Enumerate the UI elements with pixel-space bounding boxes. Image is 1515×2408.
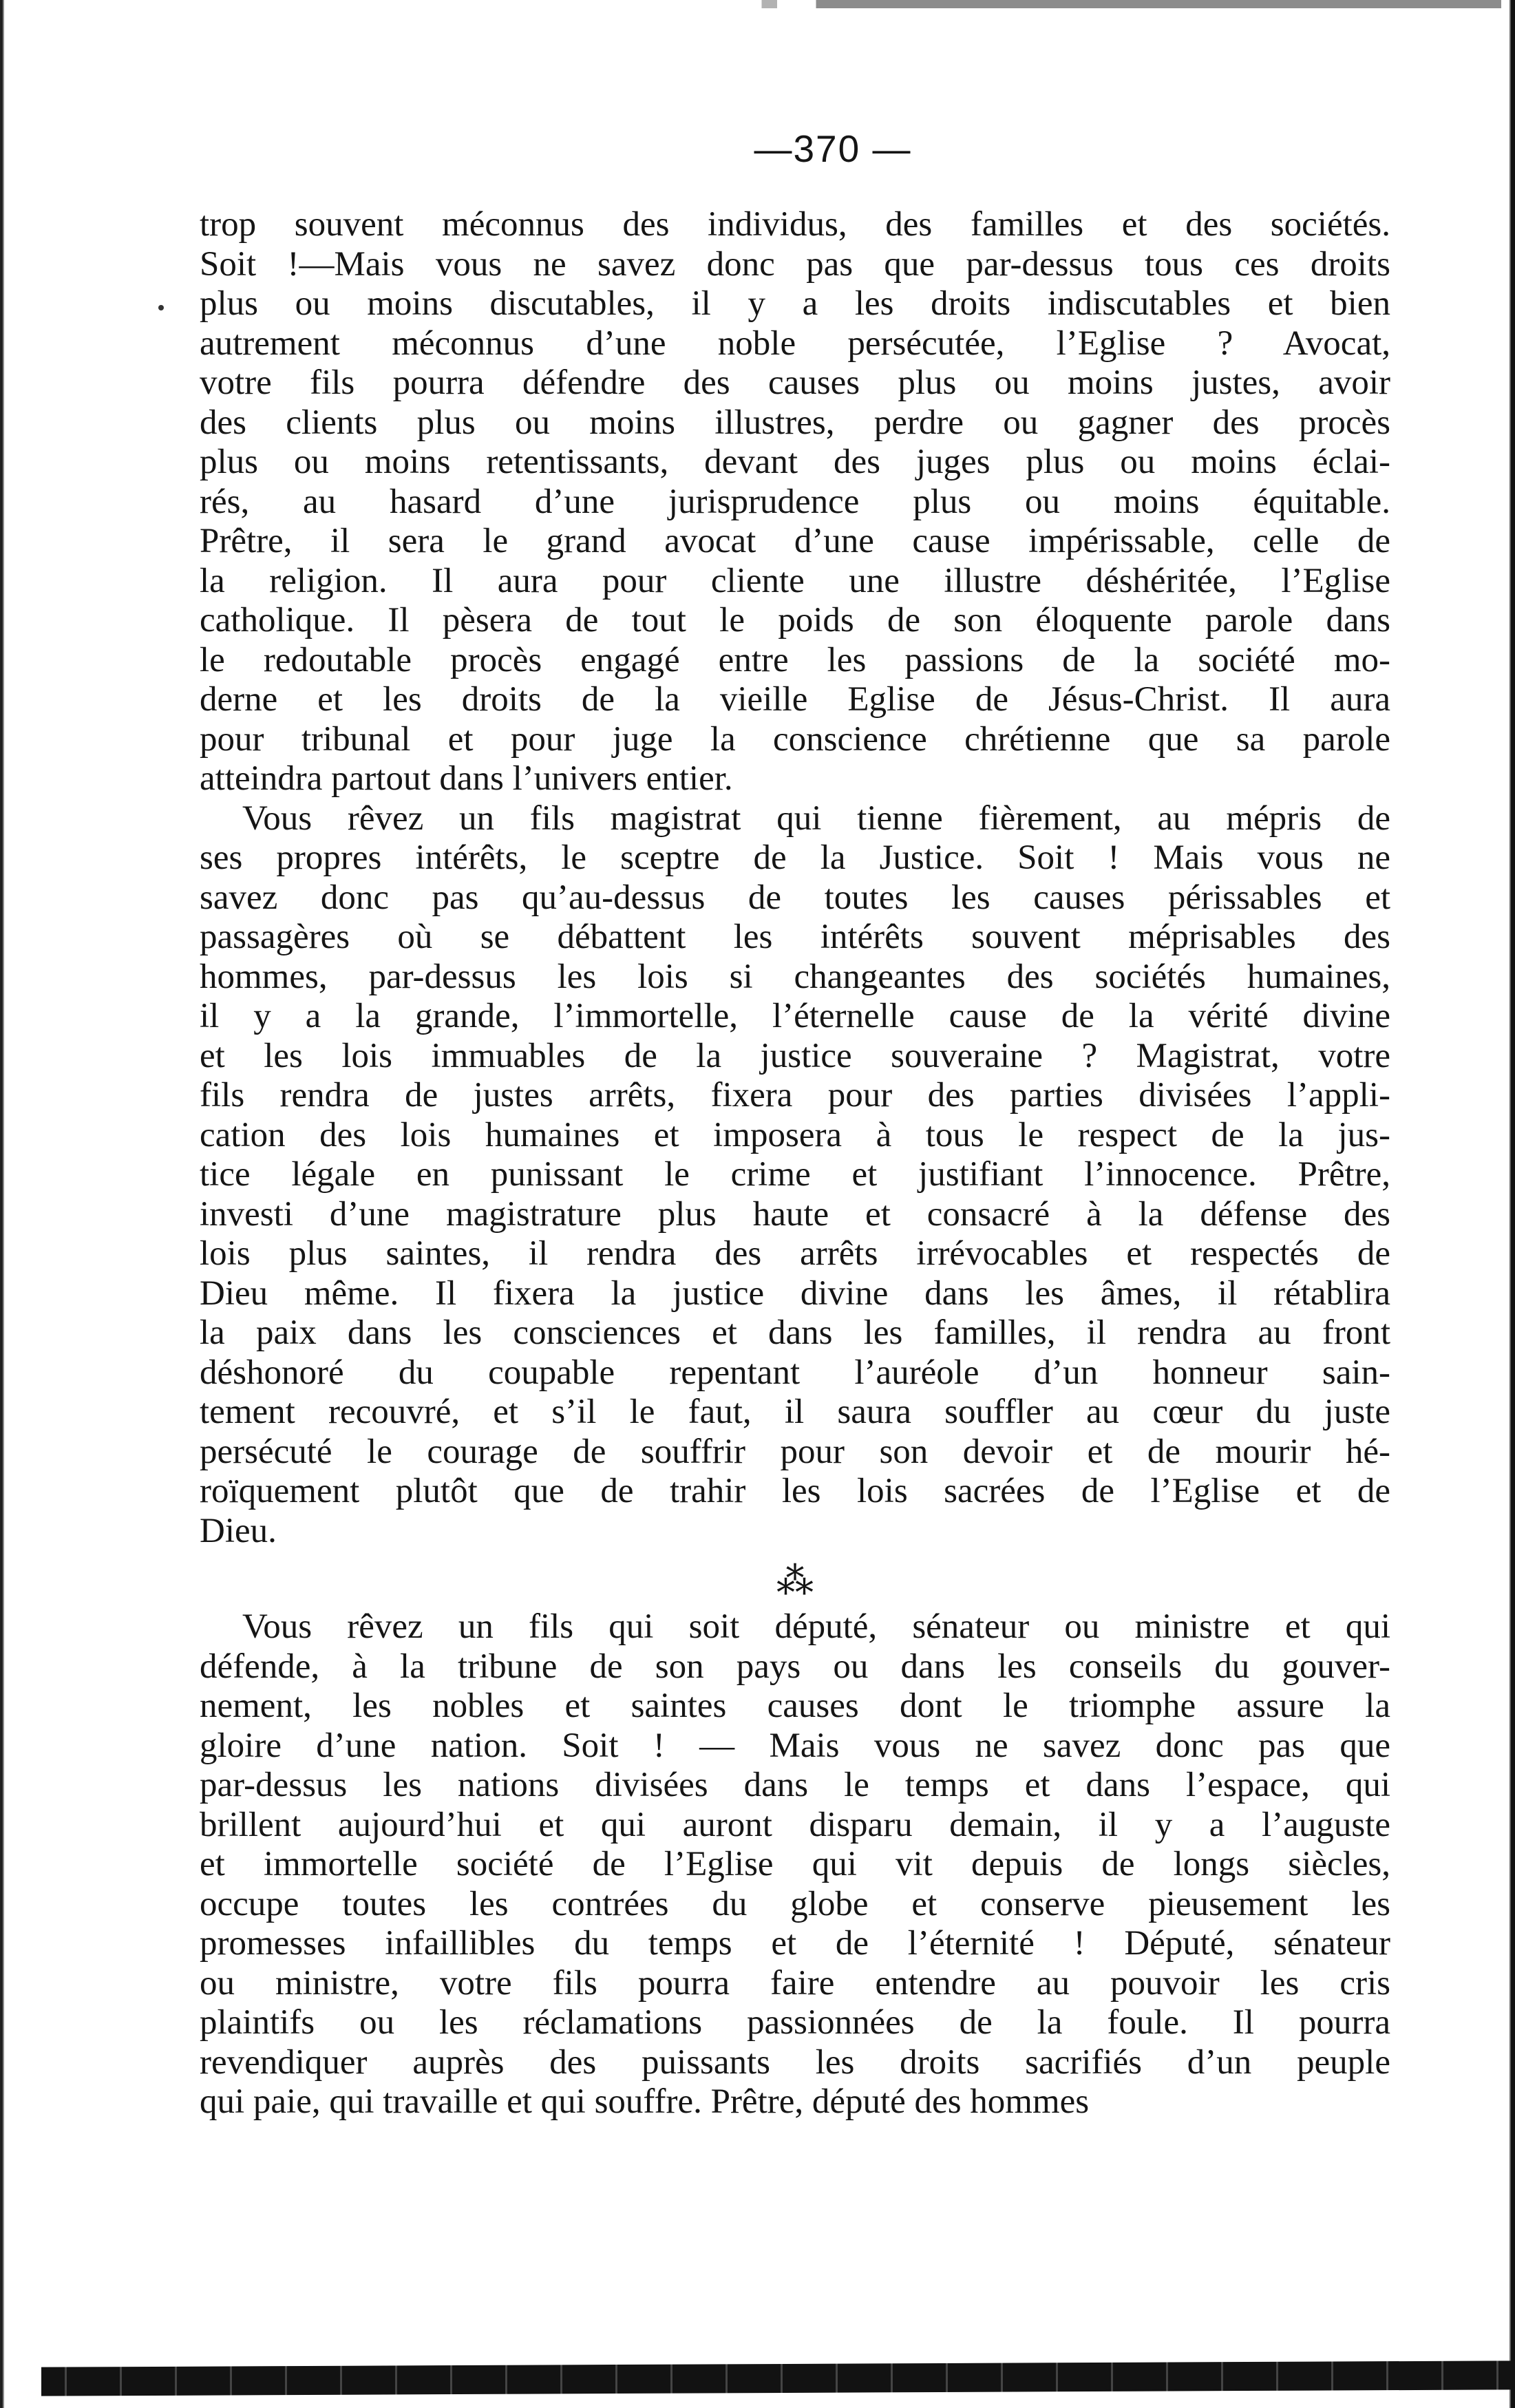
text-line: il y a la grande, l’immortelle, l’éternelle cause de la vérité divine [200, 997, 1390, 1035]
document-page [200, 124, 1390, 2122]
text-line: Dieu. [200, 1511, 277, 1550]
scan-left-edge [0, 0, 7, 2408]
text-line: revendiquer auprès des puissants les droits sacrifiés d’un peuple [200, 2042, 1390, 2082]
text-line: plaintifs ou les réclamations passionnées de la foule. Il pourra [200, 2003, 1390, 2042]
text-line: par-dessus les nations divisées dans le temps et dans l’espace, qui [200, 1766, 1390, 1804]
text-line: occupe toutes les contrées du globe et conserve pieusement les [200, 1884, 1390, 1923]
paragraph-three [200, 1607, 1390, 2122]
text-line: ses propres intérêts, le sceptre de la Justice. Soit ! Mais vous ne [200, 838, 1390, 877]
text-line: promesses infaillibles du temps et de l’éternité ! Député, sénateur [200, 1924, 1390, 1963]
scan-bottom-edge [41, 2361, 1515, 2396]
section-separator: ⁂ [776, 1561, 814, 1602]
text-line: tement recouvré, et s’il le faut, il saura souffler au cœur du juste [200, 1393, 1390, 1431]
text-line: cation des lois humaines et imposera à tous le respect de la jus- [200, 1115, 1390, 1154]
text-line: lois plus saintes, il rendra des arrêts irrévocables et respectés de [200, 1234, 1390, 1273]
text-line: ou ministre, votre fils pourra faire entendre au pouvoir les cris [200, 1963, 1390, 2003]
text-line: défende, à la tribune de son pays ou dans les conseils du gouver- [200, 1647, 1390, 1686]
text-line: brillent aujourd’hui et qui auront disparu demain, il y a l’auguste [200, 1805, 1390, 1844]
text-line: et immortelle société de l’Eglise qui vit depuis de longs siècles, [200, 1845, 1390, 1883]
text-line: Dieu même. Il fixera la justice divine dans les âmes, il rétablira [200, 1274, 1390, 1313]
text-line: nement, les nobles et saintes causes dont le triomphe assure la [200, 1687, 1390, 1725]
text-line: Vous rêvez un fils qui soit député, sénateur ou ministre et qui [242, 1607, 1390, 1646]
paragraph-one [200, 205, 1390, 799]
text-line: rés, au hasard d’une jurisprudence plus ou moins équitable. [200, 482, 1390, 521]
text-line: plus ou moins discutables, il y a les droits indiscutables et bien [200, 284, 1390, 323]
text-line: déshonoré du coupable repentant l’auréole d’un honneur sain- [200, 1353, 1390, 1392]
text-line: plus ou moins retentissants, devant des juges plus ou moins éclai- [200, 443, 1390, 481]
text-line: investi d’une magistrature plus haute et consacré à la défense des [200, 1194, 1390, 1234]
text-line: votre fils pourra défendre des causes plus ou moins justes, avoir [200, 363, 1390, 402]
paragraph-two [200, 799, 1390, 1552]
text-line: hommes, par-dessus les lois si changeantes des sociétés humaines, [200, 957, 1390, 996]
text-line: Soit !—Mais vous ne savez donc pas que par-dessus tous ces droits [200, 244, 1390, 284]
text-line: la paix dans les consciences et dans les familles, il rendra au front [200, 1313, 1390, 1352]
margin-dot [158, 305, 164, 310]
text-line: passagères où se débattent les intérêts souvent méprisables des [200, 918, 1390, 956]
page-number: —370 — [754, 127, 912, 170]
text-line: et les lois immuables de la justice souveraine ? Magistrat, votre [200, 1036, 1390, 1075]
scan-right-edge [1504, 0, 1515, 2408]
text-line: derne et les droits de la vieille Eglise de Jésus-Christ. Il aura [200, 680, 1390, 719]
text-line: qui paie, qui travaille et qui souffre. Prêtre, député des hommes [200, 2082, 1090, 2121]
text-line: le redoutable procès engagé entre les passions de la société mo- [200, 640, 1390, 679]
text-line: persécuté le courage de souffrir pour son devoir et de mourir hé- [200, 1432, 1390, 1471]
text-line: atteindra partout dans l’univers entier. [200, 759, 733, 798]
text-line: pour tribunal et pour juge la conscience chrétienne que sa parole [200, 719, 1390, 759]
text-line: des clients plus ou moins illustres, perdre ou gagner des procès [200, 403, 1390, 442]
text-line: fils rendra de justes arrêts, fixera pour des parties divisées l’appli- [200, 1076, 1390, 1115]
text-line: savez donc pas qu’au-dessus de toutes les causes périssables et [200, 878, 1390, 917]
text-line: la religion. Il aura pour cliente une illustre déshéritée, l’Eglise [200, 561, 1390, 600]
text-line: tice légale en punissant le crime et justifiant l’innocence. Prêtre, [200, 1155, 1390, 1194]
text-line: trop souvent méconnus des individus, des familles et des sociétés. [200, 205, 1390, 244]
scan-top-edge [723, 0, 1501, 8]
text-line: Vous rêvez un fils magistrat qui tienne fièrement, au mépris de [242, 799, 1390, 838]
text-line: gloire d’une nation. Soit ! — Mais vous ne savez donc pas que [200, 1726, 1390, 1765]
text-line: catholique. Il pèsera de tout le poids de son éloquente parole dans [200, 601, 1390, 640]
text-line: Prêtre, il sera le grand avocat d’une cause impérissable, celle de [200, 522, 1390, 560]
text-line: roïquement plutôt que de trahir les lois sacrées de l’Eglise et de [200, 1472, 1390, 1510]
text-line: autrement méconnus d’une noble persécutée, l’Eglise ? Avocat, [200, 324, 1390, 363]
